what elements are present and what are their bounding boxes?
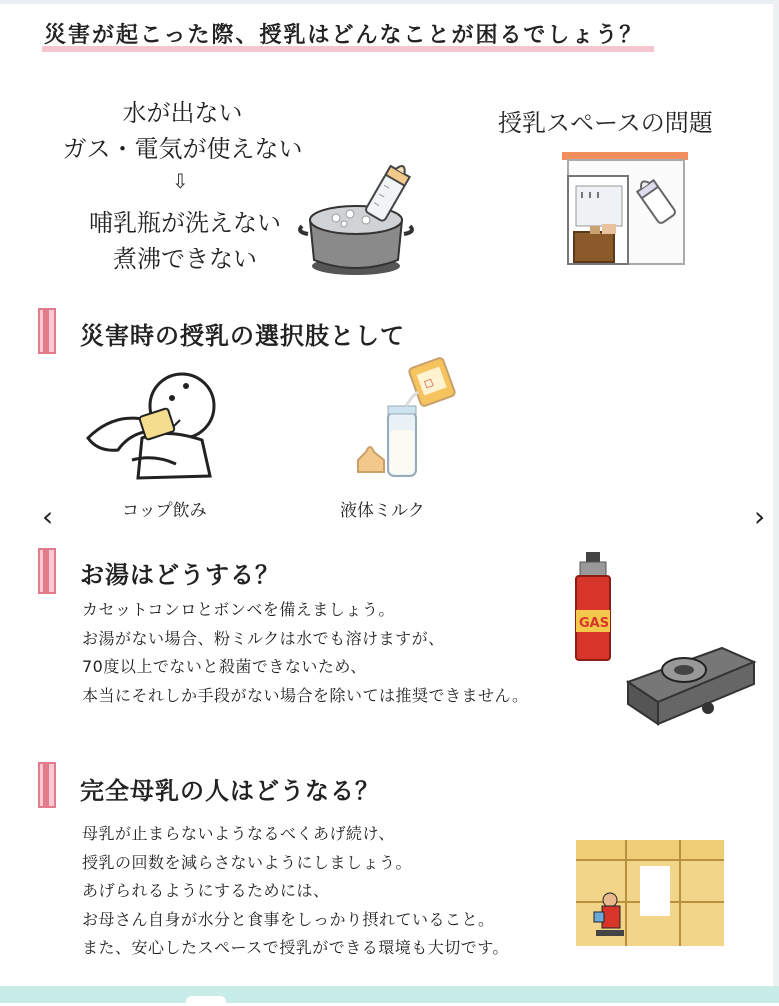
body-line: 本当にそれしか手段がない場合を除いては推奨できません。 bbox=[82, 685, 529, 705]
body-line: 授乳の回数を減らさないようにしましょう。 bbox=[82, 852, 413, 872]
problem-line: 哺乳瓶が洗えない bbox=[89, 209, 281, 237]
cardboard-shelter-illustration bbox=[576, 840, 724, 946]
gas-label: GAS bbox=[579, 616, 610, 631]
washing-problems bbox=[60, 205, 310, 277]
option-caption-liquid: 液体ミルク bbox=[340, 501, 425, 521]
option-caption-cup: コップ飲み bbox=[122, 501, 207, 521]
nursing-space-title: 授乳スペースの問題 bbox=[498, 109, 713, 137]
problem-line: 水が出ない bbox=[122, 99, 243, 127]
down-arrow-icon: ⇩ bbox=[172, 169, 189, 193]
svg-text:☐: ☐ bbox=[423, 377, 436, 392]
body-line: お母さん自身が水分と食事をしっかり摂れていること。 bbox=[82, 909, 495, 929]
problem-line: ガス・電気が使えない bbox=[62, 135, 303, 163]
breastfeeding-title: 完全母乳の人はどうなる？ bbox=[80, 777, 380, 805]
gas-canister-stove-illustration bbox=[572, 552, 758, 732]
section-marker bbox=[38, 308, 56, 354]
body-line: 70度以上でないと殺菌できないため、 bbox=[82, 657, 367, 676]
footer-tab[interactable] bbox=[186, 996, 226, 1006]
page-title: 災害が起こった際、授乳はどんなことが困るでしょう？ bbox=[44, 23, 644, 48]
section-marker bbox=[38, 762, 56, 808]
options-title: 災害時の授乳の選択肢として bbox=[80, 322, 405, 350]
body-line: お湯がない場合、粉ミルクは水でも溶けますが、 bbox=[82, 628, 445, 648]
nursing-room-illustration bbox=[562, 152, 690, 268]
cup-feeding-illustration bbox=[84, 368, 224, 488]
carousel-next-button[interactable]: › bbox=[754, 500, 766, 533]
hot-water-body bbox=[82, 596, 528, 710]
problem-line: 煮沸できない bbox=[113, 245, 257, 273]
pot-bottle-illustration bbox=[300, 168, 418, 278]
body-line: カセットコンロとボンベを備えましょう。 bbox=[82, 600, 395, 619]
section-marker bbox=[38, 548, 56, 594]
body-line: また、安心したスペースで授乳ができる環境も大切です。 bbox=[82, 938, 509, 957]
right-scroll-edge bbox=[773, 0, 779, 1003]
carousel-prev-button[interactable]: ‹ bbox=[42, 500, 54, 533]
footer-bar bbox=[0, 986, 779, 1003]
body-line: 母乳が止まらないようなるべくあげ続け、 bbox=[82, 824, 395, 843]
liquid-milk-illustration bbox=[354, 356, 464, 482]
hot-water-title: お湯はどうする？ bbox=[80, 561, 280, 589]
top-border bbox=[0, 0, 779, 4]
body-line: あげられるようにするためには、 bbox=[82, 881, 330, 900]
breastfeeding-body bbox=[82, 820, 509, 963]
water-gas-problems bbox=[40, 95, 325, 167]
